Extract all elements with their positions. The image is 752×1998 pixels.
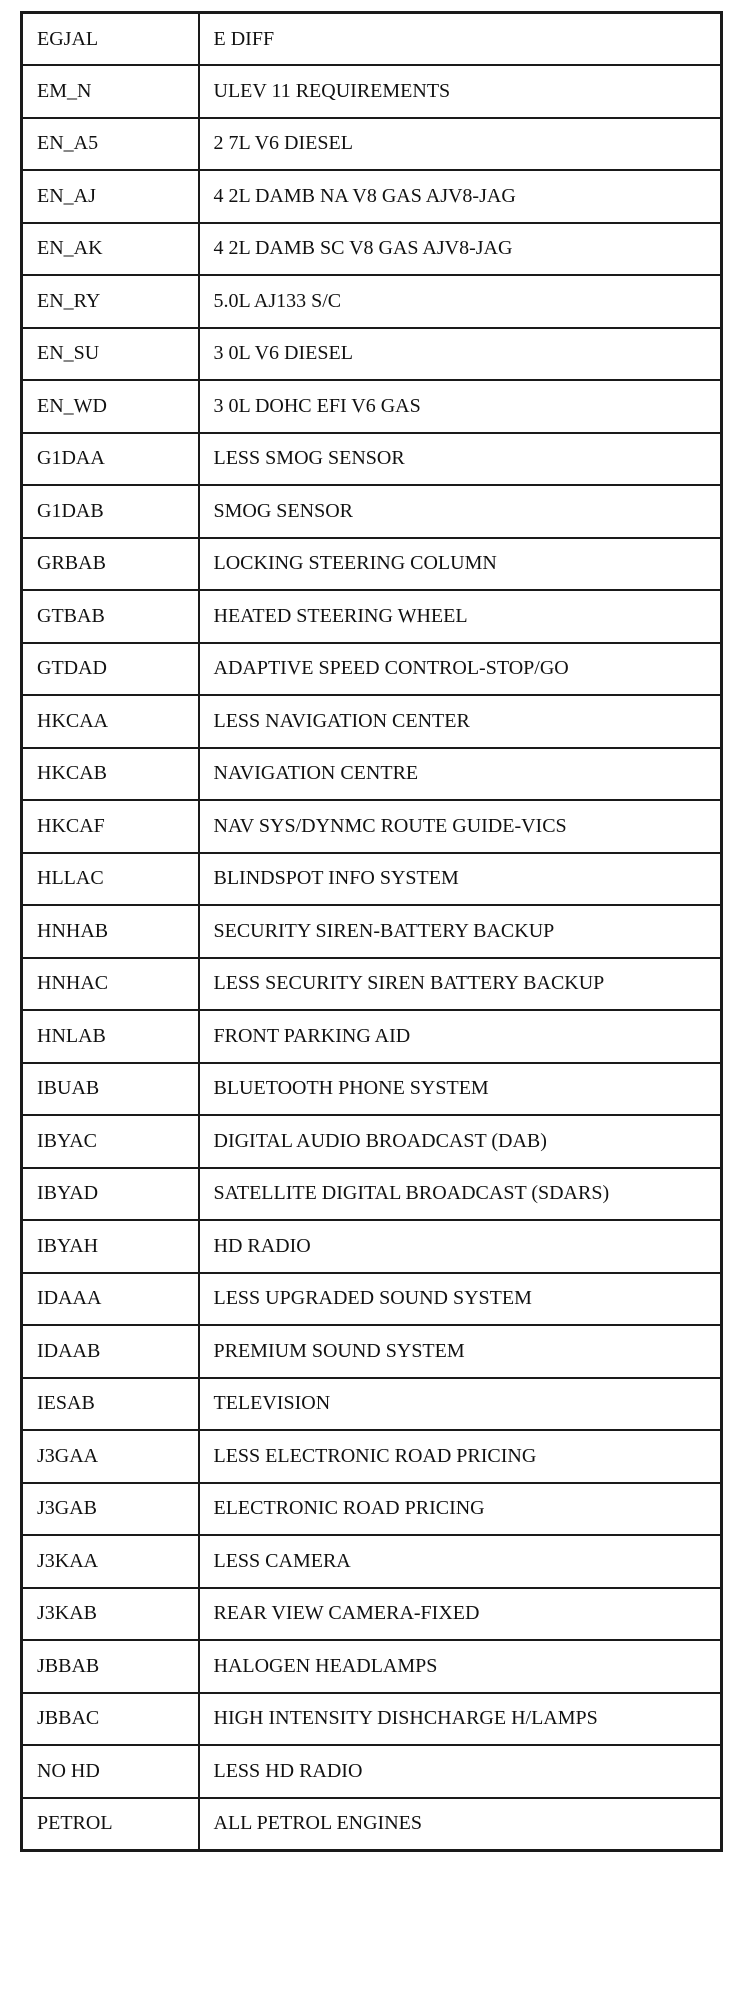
description-cell: LESS CAMERA <box>199 1535 722 1588</box>
code-cell: EN_A5 <box>22 118 199 171</box>
table-row <box>22 1010 722 1063</box>
description-cell: LESS UPGRADED SOUND SYSTEM <box>199 1273 722 1326</box>
code-cell: J3KAB <box>22 1588 199 1641</box>
table-row <box>22 538 722 591</box>
table-body <box>22 13 722 1851</box>
description-cell: ELECTRONIC ROAD PRICING <box>199 1483 722 1536</box>
code-cell: HNLAB <box>22 1010 199 1063</box>
table-row <box>22 958 722 1011</box>
description-cell: ULEV 11 REQUIREMENTS <box>199 65 722 118</box>
description-cell: LESS SMOG SENSOR <box>199 433 722 486</box>
description-cell: LESS ELECTRONIC ROAD PRICING <box>199 1430 722 1483</box>
table-row <box>22 170 722 223</box>
description-cell: NAV SYS/DYNMC ROUTE GUIDE-VICS <box>199 800 722 853</box>
description-cell: E DIFF <box>199 13 722 66</box>
description-cell: LESS NAVIGATION CENTER <box>199 695 722 748</box>
description-cell: 2 7L V6 DIESEL <box>199 118 722 171</box>
table-row <box>22 1535 722 1588</box>
description-cell: HD RADIO <box>199 1220 722 1273</box>
table-row <box>22 1430 722 1483</box>
code-cell: HKCAF <box>22 800 199 853</box>
description-cell: 3 0L DOHC EFI V6 GAS <box>199 380 722 433</box>
code-cell: G1DAA <box>22 433 199 486</box>
code-cell: IBYAD <box>22 1168 199 1221</box>
table-row <box>22 643 722 696</box>
table-row <box>22 1168 722 1221</box>
description-cell: HEATED STEERING WHEEL <box>199 590 722 643</box>
table-row <box>22 380 722 433</box>
table-row <box>22 1798 722 1851</box>
table-row <box>22 118 722 171</box>
code-cell: EGJAL <box>22 13 199 66</box>
description-cell: BLUETOOTH PHONE SYSTEM <box>199 1063 722 1116</box>
code-cell: IBUAB <box>22 1063 199 1116</box>
table-row <box>22 905 722 958</box>
description-cell: 4 2L DAMB SC V8 GAS AJV8-JAG <box>199 223 722 276</box>
code-cell: IESAB <box>22 1378 199 1431</box>
table-row <box>22 1483 722 1536</box>
table-row <box>22 1115 722 1168</box>
feature-code-table <box>20 11 723 1852</box>
code-cell: JBBAC <box>22 1693 199 1746</box>
code-cell: PETROL <box>22 1798 199 1851</box>
table-row <box>22 800 722 853</box>
code-cell: J3KAA <box>22 1535 199 1588</box>
code-cell: IBYAH <box>22 1220 199 1273</box>
description-cell: ALL PETROL ENGINES <box>199 1798 722 1851</box>
table-row <box>22 328 722 381</box>
description-cell: LOCKING STEERING COLUMN <box>199 538 722 591</box>
code-cell: IBYAC <box>22 1115 199 1168</box>
code-cell: EN_WD <box>22 380 199 433</box>
table-row <box>22 1220 722 1273</box>
code-cell: HNHAC <box>22 958 199 1011</box>
description-cell: HIGH INTENSITY DISHCHARGE H/LAMPS <box>199 1693 722 1746</box>
table-row <box>22 433 722 486</box>
code-cell: GRBAB <box>22 538 199 591</box>
code-cell: EM_N <box>22 65 199 118</box>
description-cell: ADAPTIVE SPEED CONTROL-STOP/GO <box>199 643 722 696</box>
table-row <box>22 1273 722 1326</box>
code-cell: HKCAA <box>22 695 199 748</box>
table-row <box>22 65 722 118</box>
table-row <box>22 695 722 748</box>
table-row <box>22 1640 722 1693</box>
feature-code-table-container <box>20 11 720 1852</box>
description-cell: LESS HD RADIO <box>199 1745 722 1798</box>
description-cell: 3 0L V6 DIESEL <box>199 328 722 381</box>
code-cell: NO HD <box>22 1745 199 1798</box>
table-row <box>22 1745 722 1798</box>
description-cell: 4 2L DAMB NA V8 GAS AJV8-JAG <box>199 170 722 223</box>
code-cell: IDAAB <box>22 1325 199 1378</box>
code-cell: EN_AK <box>22 223 199 276</box>
table-row <box>22 853 722 906</box>
code-cell: EN_SU <box>22 328 199 381</box>
table-row <box>22 485 722 538</box>
table-row <box>22 1378 722 1431</box>
code-cell: JBBAB <box>22 1640 199 1693</box>
code-cell: HKCAB <box>22 748 199 801</box>
code-cell: GTDAD <box>22 643 199 696</box>
code-cell: G1DAB <box>22 485 199 538</box>
table-row <box>22 275 722 328</box>
code-cell: HLLAC <box>22 853 199 906</box>
description-cell: FRONT PARKING AID <box>199 1010 722 1063</box>
description-cell: TELEVISION <box>199 1378 722 1431</box>
description-cell: HALOGEN HEADLAMPS <box>199 1640 722 1693</box>
table-row <box>22 590 722 643</box>
code-cell: IDAAA <box>22 1273 199 1326</box>
code-cell: J3GAA <box>22 1430 199 1483</box>
table-row <box>22 1063 722 1116</box>
table-row <box>22 1325 722 1378</box>
table-row <box>22 223 722 276</box>
description-cell: 5.0L AJ133 S/C <box>199 275 722 328</box>
code-cell: GTBAB <box>22 590 199 643</box>
description-cell: NAVIGATION CENTRE <box>199 748 722 801</box>
table-row <box>22 1588 722 1641</box>
code-cell: EN_RY <box>22 275 199 328</box>
table-row <box>22 748 722 801</box>
description-cell: BLINDSPOT INFO SYSTEM <box>199 853 722 906</box>
code-cell: J3GAB <box>22 1483 199 1536</box>
code-cell: HNHAB <box>22 905 199 958</box>
description-cell: SECURITY SIREN-BATTERY BACKUP <box>199 905 722 958</box>
code-cell: EN_AJ <box>22 170 199 223</box>
description-cell: LESS SECURITY SIREN BATTERY BACKUP <box>199 958 722 1011</box>
description-cell: SMOG SENSOR <box>199 485 722 538</box>
table-row <box>22 1693 722 1746</box>
description-cell: REAR VIEW CAMERA-FIXED <box>199 1588 722 1641</box>
description-cell: DIGITAL AUDIO BROADCAST (DAB) <box>199 1115 722 1168</box>
table-row <box>22 13 722 66</box>
description-cell: SATELLITE DIGITAL BROADCAST (SDARS) <box>199 1168 722 1221</box>
description-cell: PREMIUM SOUND SYSTEM <box>199 1325 722 1378</box>
